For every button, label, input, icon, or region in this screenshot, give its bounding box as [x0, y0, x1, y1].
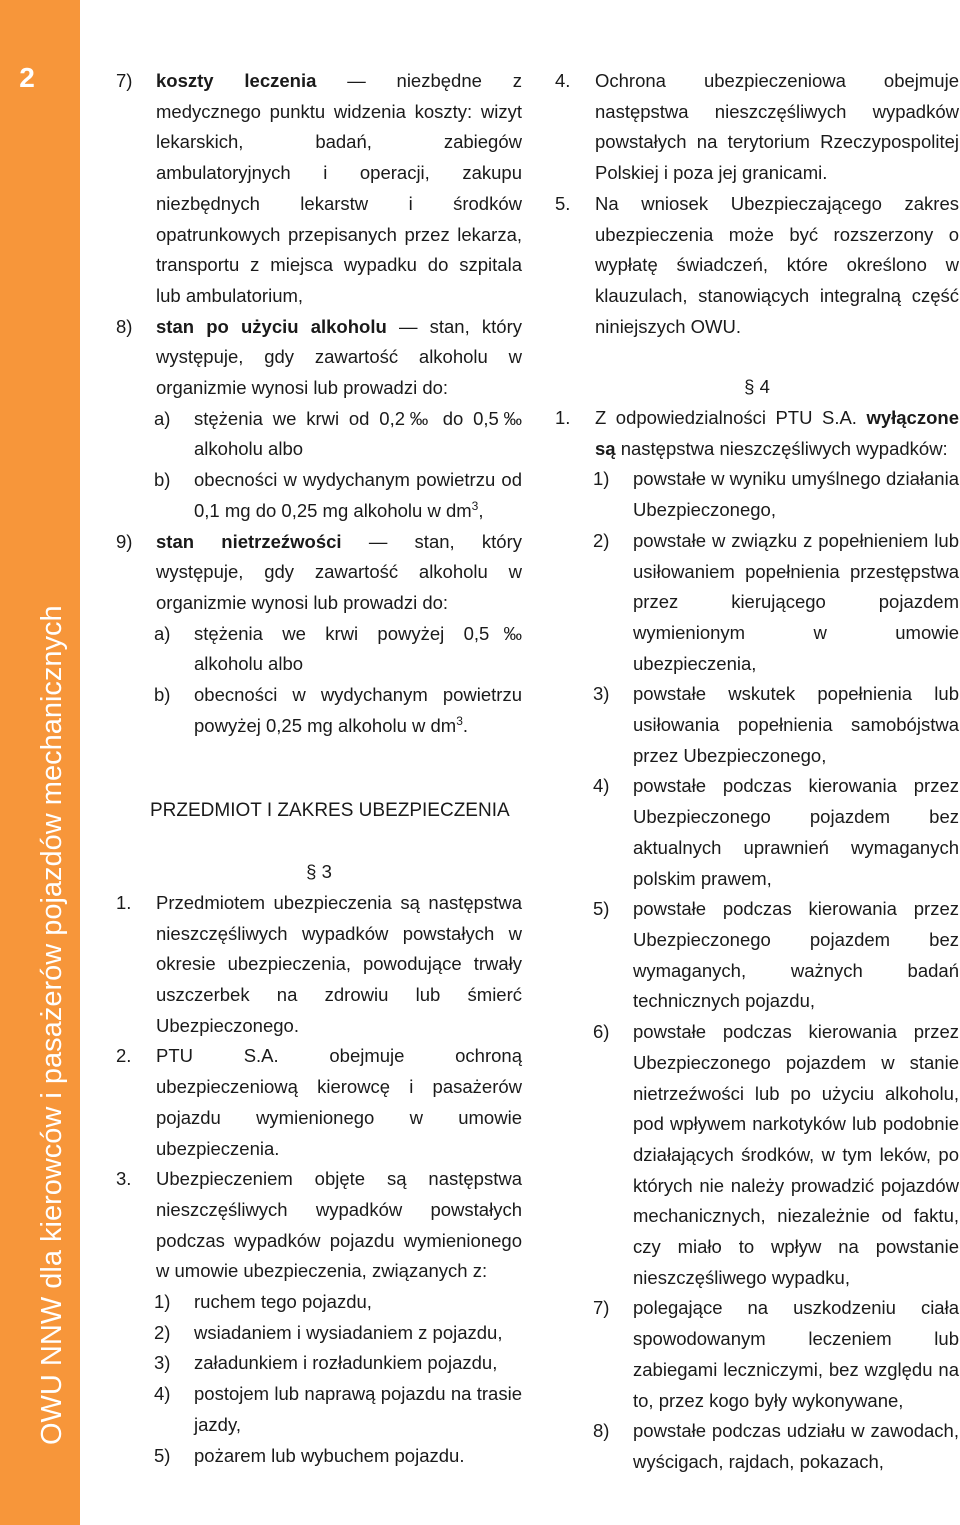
page-number: 2: [19, 62, 35, 93]
list-item-text: ruchem tego pojazdu,: [194, 1291, 372, 1313]
item-number: 8): [116, 315, 133, 337]
list-item-text: załadunkiem i rozładunkiem pojazdu,: [194, 1352, 498, 1374]
item-number: 1.: [116, 891, 132, 913]
superscript: 3: [456, 713, 463, 728]
superscript: 3: [471, 498, 479, 513]
list-item: [116, 1379, 522, 1440]
list-item-text: powstałe w związku z popełnieniem lub usiłowaniem popełnienia przestępstwa przez kierującego pojazdem wymienionym w umowie ubezpieczenia,: [633, 529, 959, 674]
paragraph-mark-4: § 4: [744, 376, 770, 398]
clause-text: Przedmiotem ubezpieczenia są następstwa nieszczęśliwych wypadków powstałych w okresie ubezpieczenia, powodujące trwały uszczerbek na zdrowiu lub śmierć Ubezpieczonego.: [156, 891, 522, 1036]
sub-item-9a: [116, 619, 522, 680]
item-number: 8): [593, 1420, 610, 1442]
left-column: [116, 66, 522, 1471]
clause-3-4: [555, 66, 959, 189]
list-item: [555, 464, 959, 525]
definition-term: stan nietrzeźwości: [156, 530, 342, 552]
item-number: 6): [593, 1021, 610, 1043]
item-number: 2): [593, 529, 610, 551]
item-number: 3.: [116, 1168, 132, 1190]
list-item: [555, 771, 959, 894]
list-item: [116, 1348, 522, 1379]
list-item-text: pożarem lub wybuchem pojazdu.: [194, 1444, 465, 1466]
sub-item-8b: [116, 465, 522, 526]
clause-3-2: [116, 1041, 522, 1164]
item-number: 2.: [116, 1045, 132, 1067]
item-number: 9): [116, 530, 133, 552]
item-number: 5.: [555, 192, 571, 214]
sub-item-text: stężenia we krwi od 0,2‰ do 0,5‰ alkoholu albo: [194, 407, 522, 460]
item-number: 4.: [555, 70, 571, 91]
sub-item-text: stężenia we krwi powyżej 0,5‰ alkoholu albo: [194, 622, 522, 675]
definition-text: — niezbędne z medycznego punktu widzenia koszty: wizyt lekarskich, badań, zabiegów ambulatoryjnych i operacji, zakupu niezbędnych lekarstw i środków opatrunkowych przepisanych przez lekarza, transportu z miejsca wypadku do szpitala lub ambulatorium,: [156, 70, 522, 306]
list-item: [555, 1017, 959, 1293]
clause-text: Ubezpieczeniem objęte są następstwa nieszczęśliwych wypadków powstałych podczas wypadków pojazdu wymienionego w umowie ubezpieczenia, związanych z:: [156, 1168, 522, 1282]
list-item-text: powstałe podczas udziału w zawodach, wyścigach, rajdach, pokazach,: [633, 1420, 959, 1472]
item-number: 1): [154, 1291, 171, 1313]
clause-emphasis: wyłączone są: [595, 407, 959, 459]
definition-9: [116, 527, 522, 619]
list-item-text: postojem lub naprawą pojazdu na trasie jazdy,: [194, 1383, 522, 1435]
section-heading: PRZEDMIOT I ZAKRES UBEZPIECZENIA: [150, 800, 510, 822]
item-number: 4): [154, 1383, 171, 1405]
sub-item-8a: [116, 404, 522, 465]
definition-7: [116, 66, 522, 312]
list-item-text: powstałe wskutek popełnienia lub usiłowania popełnienia samobójstwa przez Ubezpieczonego,: [633, 683, 959, 766]
punctuation: .: [462, 714, 469, 736]
item-number: 5): [154, 1444, 171, 1466]
definition-term: koszty leczenia: [156, 70, 317, 91]
list-item: [555, 894, 959, 1017]
definition-term: stan po użyciu alkoholu: [156, 315, 387, 337]
list-item: [555, 1416, 959, 1477]
item-letter: b): [154, 684, 171, 706]
item-letter: a): [154, 407, 171, 429]
item-number: 2): [154, 1321, 171, 1343]
paragraph-mark-3: § 3: [306, 861, 332, 883]
list-item-text: powstałe podczas kierowania przez Ubezpieczonego pojazdem w stanie nietrzeźwości lub po użyciu alkoholu, pod wpływem narkotyków lub podobnie działających środków, w tym leków, po których nie należy prowadzić pojazdów mechanicznych, niezależnie od faktu, czy miało to wpływ na powstanie nieszczęśliwego wypadku,: [633, 1021, 959, 1288]
clause-3-5: [555, 189, 959, 343]
item-number: 1.: [555, 407, 571, 429]
list-item-text: wsiadaniem i wysiadaniem z pojazdu,: [194, 1321, 503, 1343]
list-item-text: powstałe w wyniku umyślnego działania Ubezpieczonego,: [633, 468, 959, 521]
clause-text: Z odpowiedzialności PTU S.A.: [595, 407, 867, 429]
list-item: [116, 1441, 522, 1472]
item-number: 7): [116, 70, 133, 91]
item-number: 3): [593, 683, 610, 705]
definition-text: — stan, który występuje, gdy zawartość alkoholu w organizmie wynosi lub prowadzi do:: [156, 315, 522, 399]
item-number: 7): [593, 1297, 610, 1319]
item-number: 4): [593, 775, 610, 797]
clause-text: Na wniosek Ubezpieczającego zakres ubezpieczenia może być rozszerzony o wypłatę świadczeń, które określono w klauzulach, stanowiących integralną część niniejszych OWU.: [595, 192, 959, 337]
clause-text: następstwa nieszczęśliwych wypadków:: [615, 437, 948, 459]
list-item-text: powstałe podczas kierowania przez Ubezpieczonego pojazdem bez aktualnych uprawnień wymaganych polskim prawem,: [633, 775, 959, 889]
list-item-text: powstałe podczas kierowania przez Ubezpieczonego pojazdem bez wymaganych, ważnych badań technicznych pojazdu,: [633, 898, 959, 1012]
list-item: [555, 526, 959, 680]
list-item: [116, 1318, 522, 1349]
list-item: [555, 1293, 959, 1416]
sidebar-band: [0, 0, 80, 1525]
item-number: 1): [593, 468, 610, 490]
list-item-text: polegające na uszkodzeniu ciała spowodowanym leczeniem lub zabiegami leczniczymi, bez względu na to, przez kogo były wykonywane,: [633, 1297, 959, 1411]
definition-text: — stan, który występuje, gdy zawartość alkoholu w organizmie wynosi lub prowadzi do:: [156, 530, 522, 613]
sub-item-text: obecności w wydychanym powietrzu od 0,1 mg do 0,25 mg alkoholu w dm: [194, 469, 522, 521]
clause-text: PTU S.A. obejmuje ochroną ubezpieczeniową kierowcę i pasażerów pojazdu wymienionego w umowie ubezpieczenia.: [156, 1045, 522, 1159]
item-letter: b): [154, 469, 171, 491]
sub-item-9b: [116, 680, 522, 741]
list-item: [555, 679, 959, 771]
document-title-vertical: OWU NNW dla kierowców i pasażerów pojazdów mechanicznych: [36, 605, 68, 1445]
item-number: 5): [593, 898, 610, 920]
sub-item-text: obecności w wydychanym powietrzu powyżej 0,25 mg alkoholu w dm: [194, 684, 522, 736]
punctuation: ,: [478, 499, 484, 521]
clause-3-3: [116, 1164, 522, 1287]
clause-3-1: [116, 888, 522, 1042]
item-number: 3): [154, 1352, 171, 1374]
right-column: [555, 66, 959, 1478]
clause-4-1: [555, 403, 959, 464]
clause-text: Ochrona ubezpieczeniowa obejmuje następstwa nieszczęśliwych wypadków powstałych na terytorium Rzeczypospolitej Polskiej i poza jej granicami.: [595, 70, 959, 184]
definition-8: [116, 312, 522, 404]
item-letter: a): [154, 622, 171, 644]
list-item: [116, 1287, 522, 1318]
